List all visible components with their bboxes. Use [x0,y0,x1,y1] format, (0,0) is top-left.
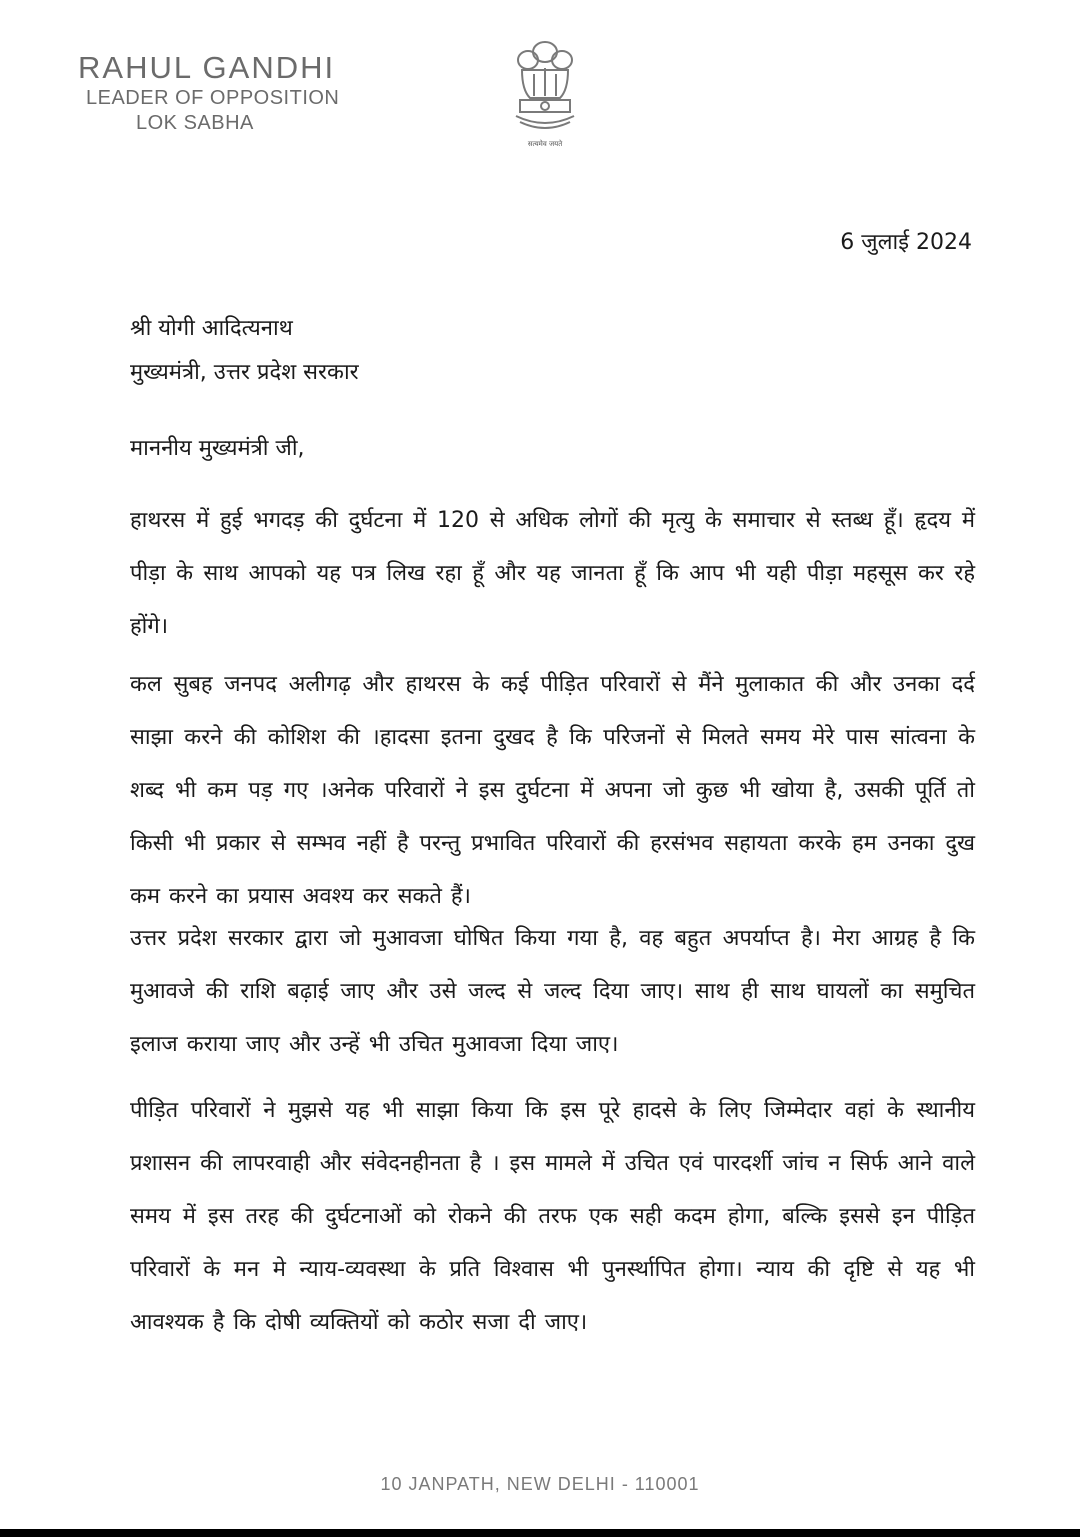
sender-house: LOK SABHA [136,112,254,134]
sender-name: RAHUL GANDHI [78,50,336,85]
bottom-edge-bar [0,1529,1080,1537]
sender-title: LEADER OF OPPOSITION [86,87,340,109]
letterhead [78,50,339,136]
emblem-motto: सत्यमेव जयते [527,140,563,148]
salutation: माननीय मुख्यमंत्री जी, [130,436,305,461]
national-emblem-icon [508,38,582,156]
letter-paragraph-3: उत्तर प्रदेश सरकार द्वारा जो मुआवजा घोषित किया गया है, वह बहुत अपर्याप्त है। मेरा आग्रह है कि मुआवजे की राशि बढ़ाई जाए और उसे जल्द से जल्द दिया जाए। साथ ही साथ घायलों का समुचित इलाज कराया जाए और उन्हें भी उचित मुआवजा दिया जाए। [130,926,975,1057]
footer-address: 10 JANPATH, NEW DELHI - 110001 [380,1474,700,1494]
letter-paragraph-2: कल सुबह जनपद अलीगढ़ और हाथरस के कई पीड़ित परिवारों से मैंने मुलाकात की और उनका दर्द साझा करने की कोशिश की ।हादसा इतना दुखद है कि परिजनों से मिलते समय मेरे पास सांत्वना के शब्द भी कम पड़ गए ।अनेक परिवारों ने इस दुर्घटना में अपना जो कुछ भी खोया है, उसकी पूर्ति तो किसी भी प्रकार से सम्भव नहीं है परन्तु प्रभावित परिवारों की हरसंभव सहायता करके हम उनका दुख कम करने का प्रयास अवश्य कर सकते हैं। [130,672,975,909]
recipient-name: श्री योगी आदित्यनाथ [130,316,293,341]
letter-paragraph-1: हाथरस में हुई भगदड़ की दुर्घटना में 120 से अधिक लोगों की मृत्यु के समाचार से स्तब्ध हूँ। हृदय में पीड़ा के साथ आपको यह पत्र लिख रहा हूँ और यह जानता हूँ कि आप भी यही पीड़ा महसूस कर रहे होंगे। [130,508,975,639]
letter-paragraph-4: पीड़ित परिवारों ने मुझसे यह भी साझा किया कि इस पूरे हादसे के लिए जिम्मेदार वहां के स्थानीय प्रशासन की लापरवाही और संवेदनहीनता है । इस मामले में उचित एवं पारदर्शी जांच न सिर्फ आने वाले समय में इस तरह की दुर्घटनाओं को रोकने की तरफ एक सही कदम होगा, बल्कि इससे इन पीड़ित परिवारों के मन मे न्याय-व्यवस्था के प्रति विश्वास भी पुनर्स्थापित होगा। न्याय की दृष्टि से यह भी आवश्यक है कि दोषी व्यक्तियों को कठोर सजा दी जाए। [130,1098,975,1335]
recipient-designation: मुख्यमंत्री, उत्तर प्रदेश सरकार [130,360,359,385]
letter-date: 6 जुलाई 2024 [840,230,972,255]
